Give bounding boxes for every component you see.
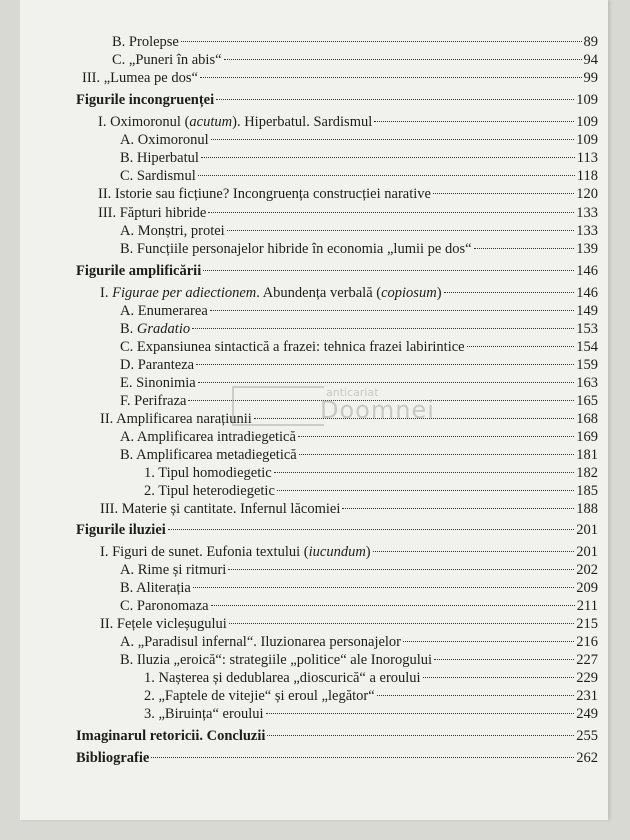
toc-entry: [20, 166, 608, 186]
leader-dots: [444, 292, 575, 293]
toc-entry: [20, 445, 608, 465]
leader-dots: [203, 270, 574, 271]
toc-entry-title: B. Hiperbatul: [120, 150, 199, 166]
toc-section-title: Figurile amplificării: [76, 263, 202, 279]
toc-section-title: Figurile incongruenței: [76, 92, 215, 108]
toc-entry: [20, 686, 608, 706]
toc-entry-title: I. Oximoronul (acutum). Hiperbatul. Sardismul: [98, 114, 373, 130]
leader-dots: [342, 508, 574, 509]
leader-dots: [228, 569, 574, 570]
toc-entry-title: A. Monștri, protei: [120, 223, 225, 239]
toc-entry-title: F. Perifraza: [120, 393, 187, 409]
toc-entry-page: 133: [576, 223, 598, 239]
toc-entry-title: I. Figurae per adiectionem. Abundența verbală (copiosum): [100, 285, 442, 301]
toc-entry-page: 209: [576, 580, 598, 596]
toc-entry-title: A. „Paradisul infernal“. Iluzionarea personajelor: [120, 634, 402, 650]
toc-section-title: Figurile iluziei: [76, 522, 166, 538]
leader-dots: [151, 757, 574, 758]
toc-entry-page: 188: [576, 501, 598, 517]
toc-entry: [20, 427, 608, 447]
toc-entry: [20, 614, 608, 634]
leader-dots: [266, 713, 575, 714]
toc-section: [20, 90, 608, 110]
toc-entry-title: D. Paranteza: [120, 357, 195, 373]
toc-entry: [20, 203, 608, 223]
toc-entry: [20, 578, 608, 598]
toc-entry: [20, 184, 608, 204]
leader-dots: [210, 310, 574, 311]
toc-entry-page: 202: [576, 562, 598, 578]
watermark-small-text: anticariat: [326, 386, 379, 399]
toc-entry: [20, 337, 608, 357]
toc-entry-page: 229: [576, 670, 598, 686]
leader-dots: [198, 175, 575, 176]
toc-entry: [20, 221, 608, 241]
toc-entry: [20, 391, 608, 411]
leader-dots: [198, 382, 575, 383]
toc-entry: [20, 632, 608, 652]
leader-dots: [474, 248, 575, 249]
toc-entry-page: 109: [576, 92, 598, 108]
toc-entry: [20, 704, 608, 724]
leader-dots: [274, 472, 575, 473]
toc-entry-page: 139: [576, 241, 598, 257]
toc-entry-page: 262: [576, 750, 598, 766]
toc-entry-title: III. Materie și cantitate. Infernul lăcomiei: [100, 501, 341, 517]
leader-dots: [208, 212, 574, 213]
toc-entry-page: 118: [576, 168, 598, 184]
toc-entry: [20, 301, 608, 321]
toc-entry-page: 146: [576, 285, 598, 301]
leader-dots: [403, 641, 574, 642]
toc-entry: [20, 668, 608, 688]
toc-entry: [20, 319, 608, 339]
toc-entry-page: 185: [576, 483, 598, 499]
leader-dots: [423, 677, 575, 678]
leader-dots: [374, 121, 574, 122]
leader-dots: [373, 551, 575, 552]
toc-entry-title: III. „Lumea pe dos“: [82, 70, 198, 86]
toc-entry-page: 181: [576, 447, 598, 463]
toc-entry-page: 215: [576, 616, 598, 632]
leader-dots: [224, 59, 582, 60]
toc-entry: [20, 596, 608, 616]
toc-entry-page: 255: [576, 728, 598, 744]
leader-dots: [267, 735, 574, 736]
toc-entry: [20, 373, 608, 393]
toc-entry-page: 146: [576, 263, 598, 279]
toc-section: [20, 748, 608, 768]
toc-entry-title: B. Funcțiile personajelor hibride în economia „lumii pe dos“: [120, 241, 472, 257]
toc-entry-title: I. Figuri de sunet. Eufonia textului (iucundum): [100, 544, 371, 560]
leader-dots: [298, 436, 574, 437]
toc-entry-title: III. Făpturi hibride: [98, 205, 207, 221]
leader-dots: [467, 346, 575, 347]
toc-entry-page: 153: [576, 321, 598, 337]
toc-entry-page: 231: [576, 688, 598, 704]
toc-entry-title: A. Rime și ritmuri: [120, 562, 227, 578]
toc-entry-title: B. Gradatio: [120, 321, 191, 337]
toc-entry: [20, 32, 608, 52]
toc-entry-title: A. Oximoronul: [120, 132, 209, 148]
leader-dots: [193, 587, 574, 588]
toc-entry-page: 109: [576, 132, 598, 148]
toc-entry-title: B. Amplificarea metadiegetică: [120, 447, 297, 463]
toc-entry-title: A. Enumerarea: [120, 303, 208, 319]
leader-dots: [196, 364, 574, 365]
toc-entry: [20, 112, 608, 132]
toc-entry-page: 211: [576, 598, 598, 614]
leader-dots: [168, 529, 574, 530]
leader-dots: [200, 77, 582, 78]
toc-entry-title: 2. „Faptele de vitejie“ și eroul „legător“: [144, 688, 375, 704]
toc-entry-page: 120: [576, 186, 598, 202]
toc-entry-title: II. Istorie sau ficțiune? Incongruența construcției narative: [98, 186, 431, 202]
leader-dots: [216, 99, 574, 100]
leader-dots: [299, 454, 575, 455]
toc-section: [20, 726, 608, 746]
toc-entry-title: II. Amplificarea narațiunii: [100, 411, 252, 427]
toc-entry-title: 2. Tipul heterodiegetic: [144, 483, 275, 499]
leader-dots: [277, 490, 574, 491]
toc-entry: [20, 463, 608, 483]
toc-entry-page: 201: [576, 544, 598, 560]
toc-entry-page: 227: [576, 652, 598, 668]
toc-entry-title: 3. „Biruința“ eroului: [144, 706, 264, 722]
leader-dots: [433, 193, 574, 194]
toc-entry-page: 165: [576, 393, 598, 409]
toc-entry-page: 249: [576, 706, 598, 722]
toc-entry-title: A. Amplificarea intradiegetică: [120, 429, 296, 445]
toc-entry-title: B. Iluzia „eroică“: strategiile „politice“ ale Inorogului: [120, 652, 433, 668]
toc-entry: [20, 50, 608, 70]
book-page: [20, 0, 608, 820]
toc-entry-page: 154: [576, 339, 598, 355]
toc-entry: [20, 409, 608, 429]
toc-entry: [20, 148, 608, 168]
toc-section-title: Bibliografie: [76, 750, 150, 766]
leader-dots: [211, 139, 575, 140]
toc-entry-page: 94: [583, 52, 598, 68]
toc-entry: [20, 130, 608, 150]
toc-entry-title: B. Prolepse: [112, 34, 179, 50]
toc-entry: [20, 239, 608, 259]
toc-entry-page: 201: [576, 522, 598, 538]
toc-entry-title: C. Expansiunea sintactică a frazei: tehnica frazei labirintice: [120, 339, 465, 355]
toc-entry-page: 89: [583, 34, 598, 50]
leader-dots: [188, 400, 574, 401]
leader-dots: [211, 605, 575, 606]
toc-entry-page: 182: [576, 465, 598, 481]
toc-section: [20, 261, 608, 281]
toc-entry: [20, 499, 608, 519]
toc-entry-page: 99: [583, 70, 598, 86]
toc-entry: [20, 481, 608, 501]
leader-dots: [227, 230, 575, 231]
toc-entry: [20, 560, 608, 580]
toc-entry-title: C. Sardismul: [120, 168, 196, 184]
toc-entry-page: 113: [576, 150, 598, 166]
toc-entry-page: 159: [576, 357, 598, 373]
toc-entry-title: E. Sinonimia: [120, 375, 196, 391]
toc-entry-page: 169: [576, 429, 598, 445]
leader-dots: [181, 41, 582, 42]
toc-entry-title: 1. Nașterea și dedublarea „dioscurică“ a eroului: [144, 670, 421, 686]
toc-entry: [20, 355, 608, 375]
toc-entry-title: 1. Tipul homodiegetic: [144, 465, 272, 481]
leader-dots: [377, 695, 575, 696]
toc-entry-page: 163: [576, 375, 598, 391]
toc-entry: [20, 650, 608, 670]
toc-section: [20, 520, 608, 540]
toc-entry-title: B. Aliterația: [120, 580, 191, 596]
toc-entry-page: 168: [576, 411, 598, 427]
toc-entry: [20, 542, 608, 562]
toc-entry-title: C. „Puneri în abis“: [112, 52, 222, 68]
toc-entry-title: II. Fețele vicleșugului: [100, 616, 227, 632]
toc-entry: [20, 283, 608, 303]
toc-section-title: Imaginarul retoricii. Concluzii: [76, 728, 266, 744]
toc-entry-page: 149: [576, 303, 598, 319]
leader-dots: [254, 418, 574, 419]
leader-dots: [229, 623, 574, 624]
watermark-large-text: Doomnei: [320, 396, 435, 424]
toc-entry-title: C. Paronomaza: [120, 598, 209, 614]
toc-entry-page: 216: [576, 634, 598, 650]
toc-entry-page: 133: [576, 205, 598, 221]
leader-dots: [434, 659, 574, 660]
leader-dots: [192, 328, 574, 329]
toc-entry-page: 109: [576, 114, 598, 130]
toc-entry: [20, 68, 608, 88]
leader-dots: [201, 157, 575, 158]
